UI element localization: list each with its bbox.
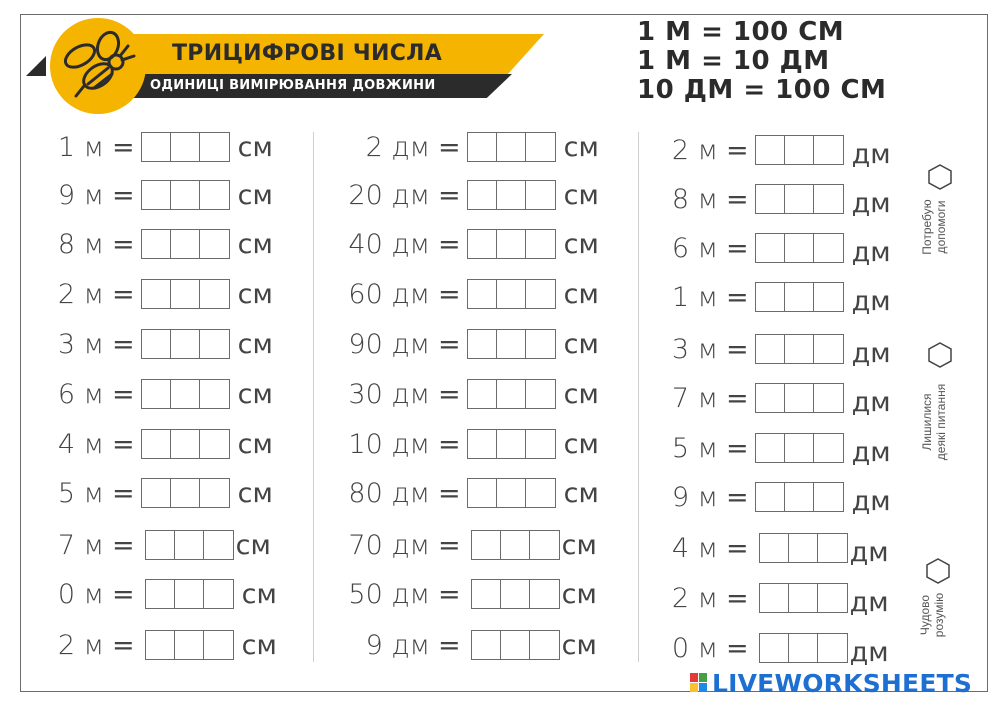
answer-input[interactable]: [145, 530, 234, 560]
equals-sign: =: [112, 328, 135, 360]
exercise-value: 0 м: [671, 632, 718, 664]
exercise-value: 2 дм: [365, 131, 430, 163]
unit-label: дм: [851, 337, 891, 369]
answer-input[interactable]: [145, 630, 234, 660]
unit-label: см: [561, 629, 597, 661]
unit-label: см: [563, 378, 599, 410]
answer-input[interactable]: [467, 478, 556, 508]
exercise-value: 6 м: [57, 378, 104, 410]
exercise-row: [646, 281, 891, 317]
exercise-value: 7 м: [57, 529, 104, 561]
equals-sign: =: [112, 179, 135, 211]
exercise-value: 3 м: [57, 328, 104, 360]
unit-label: дм: [849, 536, 889, 568]
exercise-value: 9 м: [671, 481, 718, 513]
column-divider: [313, 132, 314, 662]
answer-input[interactable]: [467, 379, 556, 409]
exercise-row: [330, 529, 597, 561]
exercise-value: 6 м: [671, 232, 718, 264]
exercise-row: [30, 378, 273, 410]
self-assessment-line: допомоги: [934, 200, 948, 254]
exercise-value: 9 м: [57, 179, 104, 211]
equals-sign: =: [726, 582, 749, 614]
exercise-row: [30, 278, 273, 310]
equals-sign: =: [438, 477, 461, 509]
equals-sign: =: [726, 632, 749, 664]
exercise-row: [646, 134, 891, 170]
answer-input[interactable]: [145, 579, 234, 609]
equals-sign: =: [438, 578, 461, 610]
equals-sign: =: [726, 281, 749, 313]
answer-input[interactable]: [141, 429, 230, 459]
exercise-value: 2 м: [671, 134, 718, 166]
unit-label: см: [563, 428, 599, 460]
unit-label: дм: [851, 485, 891, 517]
exercise-row: [30, 179, 273, 211]
equals-sign: =: [112, 278, 135, 310]
equals-sign: =: [112, 131, 135, 163]
self-assessment-help: [920, 188, 948, 266]
exercise-row: [30, 629, 277, 661]
unit-label: см: [563, 228, 599, 260]
equals-sign: =: [112, 378, 135, 410]
equals-sign: =: [112, 578, 135, 610]
exercise-value: 4 м: [57, 428, 104, 460]
unit-label: см: [237, 328, 273, 360]
equals-sign: =: [726, 232, 749, 264]
exercise-value: 5 м: [671, 432, 718, 464]
self-assessment-line: Чудово: [918, 594, 932, 636]
self-assessment-questions: [920, 370, 948, 474]
unit-label: см: [563, 477, 599, 509]
exercise-row: [330, 477, 599, 509]
answer-input[interactable]: [467, 229, 556, 259]
exercise-row: [330, 179, 599, 211]
equals-sign: =: [726, 183, 749, 215]
exercise-row: [330, 428, 599, 460]
formula-m-dm: 1 М = 10 ДМ: [637, 46, 830, 76]
self-assessment-understand: [918, 584, 946, 646]
exercise-value: 2 м: [671, 582, 718, 614]
exercise-value: 10 дм: [348, 428, 430, 460]
exercise-row: [646, 333, 891, 369]
exercise-row: [330, 278, 599, 310]
exercise-row: [30, 428, 273, 460]
answer-input[interactable]: [755, 383, 844, 413]
answer-input[interactable]: [467, 132, 556, 162]
exercise-row: [30, 228, 273, 260]
equals-sign: =: [726, 333, 749, 365]
exercise-row: [646, 481, 891, 517]
exercise-row: [646, 382, 891, 418]
self-assessment-line: Потребую: [920, 199, 934, 255]
unit-label: дм: [851, 236, 891, 268]
answer-input[interactable]: [755, 282, 844, 312]
equals-sign: =: [726, 382, 749, 414]
equals-sign: =: [438, 378, 461, 410]
unit-label: см: [237, 278, 273, 310]
answer-input[interactable]: [467, 429, 556, 459]
unit-label: дм: [851, 285, 891, 317]
unit-label: дм: [851, 187, 891, 219]
unit-label: см: [561, 578, 597, 610]
equals-sign: =: [438, 529, 461, 561]
equals-sign: =: [726, 134, 749, 166]
answer-input[interactable]: [759, 633, 848, 663]
exercise-value: 50 дм: [348, 578, 430, 610]
equals-sign: =: [438, 131, 461, 163]
unit-label: см: [237, 228, 273, 260]
equals-sign: =: [438, 629, 461, 661]
equals-sign: =: [438, 179, 461, 211]
unit-label: см: [241, 629, 277, 661]
unit-label: см: [563, 131, 599, 163]
answer-input[interactable]: [141, 478, 230, 508]
exercise-value: 90 дм: [348, 328, 430, 360]
exercise-row: [330, 328, 599, 360]
unit-label: дм: [851, 138, 891, 170]
hexagon-icon[interactable]: [926, 558, 950, 584]
answer-input[interactable]: [141, 132, 230, 162]
exercise-value: 70 дм: [348, 529, 430, 561]
answer-input[interactable]: [759, 583, 848, 613]
exercise-value: 2 м: [57, 278, 104, 310]
equals-sign: =: [112, 228, 135, 260]
page-title: ТРИЦИФРОВІ ЧИСЛА: [172, 41, 443, 66]
unit-label: дм: [849, 586, 889, 618]
exercise-value: 7 м: [671, 382, 718, 414]
exercise-row: [646, 183, 891, 219]
answer-input[interactable]: [755, 135, 844, 165]
answer-input[interactable]: [141, 329, 230, 359]
unit-label: см: [563, 328, 599, 360]
answer-input[interactable]: [471, 530, 560, 560]
answer-input[interactable]: [471, 630, 560, 660]
unit-label: дм: [851, 436, 891, 468]
self-assessment-line: Лишилися: [920, 393, 934, 451]
exercise-row: [30, 328, 273, 360]
exercise-value: 1 м: [57, 131, 104, 163]
answer-input[interactable]: [141, 279, 230, 309]
unit-label: см: [561, 529, 597, 561]
exercise-row: [646, 632, 889, 668]
exercise-value: 5 м: [57, 477, 104, 509]
exercise-value: 20 дм: [348, 179, 430, 211]
exercise-row: [30, 477, 273, 509]
unit-label: см: [237, 428, 273, 460]
exercise-row: [330, 578, 597, 610]
exercise-value: 60 дм: [348, 278, 430, 310]
exercise-row: [30, 529, 271, 561]
answer-input[interactable]: [755, 334, 844, 364]
equals-sign: =: [112, 629, 135, 661]
equals-sign: =: [112, 477, 135, 509]
bee-icon: [58, 28, 138, 104]
answer-input[interactable]: [755, 433, 844, 463]
unit-label: дм: [851, 386, 891, 418]
equals-sign: =: [112, 428, 135, 460]
conversion-formulas: [637, 18, 886, 105]
exercise-value: 1 м: [671, 281, 718, 313]
hexagon-icon[interactable]: [928, 342, 952, 368]
unit-label: см: [563, 179, 599, 211]
page-subtitle: ОДИНИЦІ ВИМІРЮВАННЯ ДОВЖИНИ: [150, 78, 436, 93]
liveworksheets-logo-icon: [690, 673, 708, 693]
equals-sign: =: [726, 481, 749, 513]
answer-input[interactable]: [467, 180, 556, 210]
answer-input[interactable]: [755, 184, 844, 214]
unit-label: см: [237, 477, 273, 509]
exercise-value: 80 дм: [348, 477, 430, 509]
equals-sign: =: [438, 228, 461, 260]
answer-input[interactable]: [141, 379, 230, 409]
answer-input[interactable]: [467, 329, 556, 359]
unit-label: см: [241, 578, 277, 610]
bee-logo: [50, 18, 146, 114]
unit-label: см: [237, 378, 273, 410]
exercise-row: [646, 232, 891, 268]
corner-triangle: [26, 56, 46, 76]
exercise-row: [646, 432, 891, 468]
exercise-value: 30 дм: [348, 378, 430, 410]
self-assessment-line: деякі питання: [934, 383, 948, 461]
answer-input[interactable]: [759, 533, 848, 563]
exercise-value: 2 м: [57, 629, 104, 661]
exercise-value: 40 дм: [348, 228, 430, 260]
equals-sign: =: [726, 432, 749, 464]
answer-input[interactable]: [141, 180, 230, 210]
exercise-value: 0 м: [57, 578, 104, 610]
self-assessment-line: розумію: [932, 592, 946, 638]
equals-sign: =: [438, 428, 461, 460]
formula-dm-cm: 10 ДМ = 100 СМ: [637, 75, 887, 105]
unit-label: см: [235, 529, 271, 561]
equals-sign: =: [438, 278, 461, 310]
exercise-row: [330, 131, 599, 163]
answer-input[interactable]: [141, 229, 230, 259]
exercise-value: 9 дм: [365, 629, 430, 661]
answer-input[interactable]: [467, 279, 556, 309]
unit-label: дм: [849, 636, 889, 668]
formula-m-cm: 1 М = 100 СМ: [637, 17, 845, 47]
column-divider: [638, 132, 639, 662]
exercise-row: [330, 378, 599, 410]
exercise-value: 4 м: [671, 532, 718, 564]
exercise-row: [330, 228, 599, 260]
exercise-row: [330, 629, 597, 661]
equals-sign: =: [726, 532, 749, 564]
equals-sign: =: [438, 328, 461, 360]
answer-input[interactable]: [471, 579, 560, 609]
unit-label: см: [237, 131, 273, 163]
exercise-row: [30, 131, 273, 163]
exercise-value: 8 м: [57, 228, 104, 260]
exercise-row: [646, 532, 889, 568]
equals-sign: =: [112, 529, 135, 561]
exercise-row: [646, 582, 889, 618]
exercise-row: [30, 578, 277, 610]
unit-label: см: [563, 278, 599, 310]
answer-input[interactable]: [755, 482, 844, 512]
unit-label: см: [237, 179, 273, 211]
hexagon-icon[interactable]: [928, 164, 952, 190]
answer-input[interactable]: [755, 233, 844, 263]
exercise-value: 8 м: [671, 183, 718, 215]
brand-text[interactable]: LIVEWORKSHEETS: [712, 669, 973, 698]
exercise-value: 3 м: [671, 333, 718, 365]
